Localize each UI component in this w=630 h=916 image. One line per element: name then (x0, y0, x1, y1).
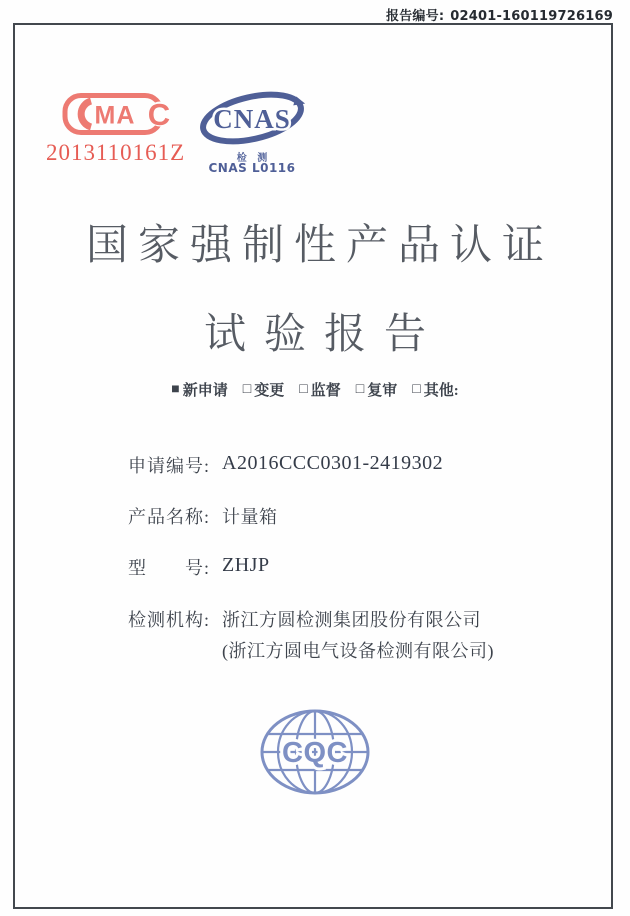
field-label: 申请编号: (128, 456, 211, 476)
report-number (386, 5, 613, 24)
field-test-organization (128, 606, 494, 663)
checkbox-unchecked-icon: □ (299, 381, 308, 397)
checkbox-checked-icon: ■ (171, 381, 180, 397)
field-value: ZHJP (222, 554, 270, 576)
checkbox-label: 复审 (367, 383, 398, 399)
field-label: 检测机构: (128, 610, 211, 630)
field-value: 浙江方圆检测集团股份有限公司 (222, 610, 481, 630)
cma-right-c-text: C (147, 97, 170, 132)
application-type-option-supervision (299, 379, 340, 400)
cnas-accreditation-code: CNAS L0116 (208, 161, 296, 175)
cnas-name-text: CNAS (213, 104, 291, 134)
checkbox-label: 其他: (423, 383, 459, 399)
checkbox-unchecked-icon: □ (355, 381, 365, 397)
application-type-option-other (412, 379, 458, 400)
checkbox-label: 新申请 (182, 383, 228, 399)
application-type-row (0, 379, 630, 400)
application-type-option-new (171, 379, 227, 400)
field-label: 产品名称: (128, 507, 211, 527)
checkbox-unchecked-icon: □ (242, 381, 252, 397)
cqc-logo-icon (259, 708, 371, 796)
application-type-option-review (356, 379, 397, 400)
report-number-value: 02401-160119726169 (450, 9, 613, 24)
application-type-option-change (243, 379, 284, 400)
field-value: 计量箱 (222, 507, 278, 527)
cnas-caption: 检 测 (236, 153, 272, 164)
cqc-name-text: CQC (282, 737, 348, 769)
field-product-name (128, 503, 278, 529)
field-model (128, 554, 270, 580)
report-number-label: 报告编号: (386, 9, 445, 24)
field-value-secondary: (浙江方圆电气设备检测有限公司) (222, 641, 494, 661)
page-title: 国家强制性产品认证 (85, 223, 554, 269)
cma-certificate-number: 2013110161Z (46, 140, 186, 165)
page-subtitle: 试验报告 (203, 312, 444, 358)
field-application-number (128, 452, 443, 478)
cma-left-c-shape (81, 101, 91, 127)
cma-logo-icon (62, 91, 170, 137)
cnas-logo-icon (197, 89, 307, 147)
checkbox-label: 变更 (254, 383, 285, 399)
cma-ma-text: MA (94, 101, 136, 130)
checkbox-unchecked-icon: □ (412, 381, 421, 397)
field-label: 型 号: (128, 558, 211, 578)
checkbox-label: 监督 (310, 383, 341, 399)
field-value: A2016CCC0301-2419302 (222, 452, 444, 474)
